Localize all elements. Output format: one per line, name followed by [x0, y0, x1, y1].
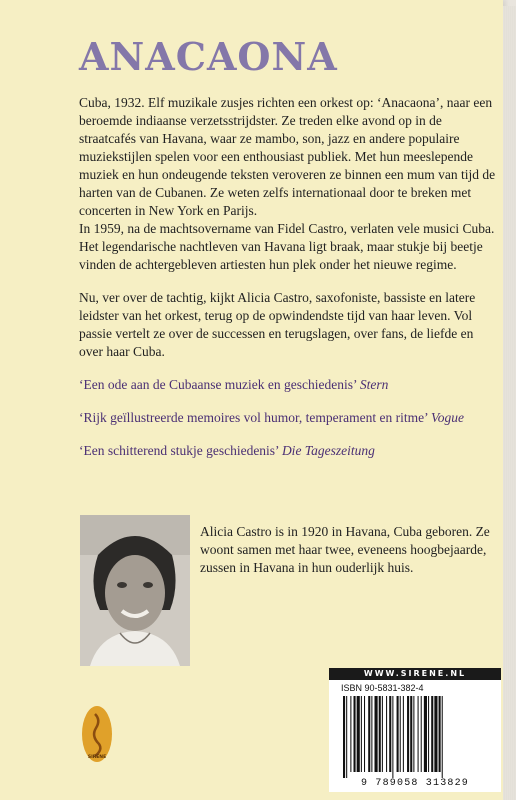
- blurb-paragraph-2: In 1959, na de machtsovername van Fidel Castro, verlaten vele musici Cuba. Het legendarische nachtleven van Havana ligt braak, maar stukje bij beetje vinden de achtergebleven artiesten hun plek onder het nieuwe regime.: [79, 221, 495, 272]
- barcode-bar: [434, 696, 437, 772]
- book-title: ANACAONA: [79, 34, 338, 79]
- barcode-bar: [392, 696, 393, 778]
- barcode-bar: [410, 696, 412, 772]
- barcode-bar: [413, 696, 414, 772]
- barcode: [341, 696, 491, 778]
- ean-number: 9 789058 313829: [360, 778, 469, 789]
- barcode-bar: [421, 696, 422, 772]
- barcode-bar: [357, 696, 360, 772]
- barcode-bar: [442, 696, 443, 778]
- barcode-bar: [386, 696, 387, 772]
- review-quote: [79, 442, 497, 460]
- barcode-bar: [439, 696, 441, 772]
- barcode-bar: [361, 696, 362, 772]
- barcode-bar: [418, 696, 419, 772]
- barcode-bar: [431, 696, 433, 772]
- isbn-label: ISBN 90-5831-382-4: [341, 683, 424, 693]
- blurb-paragraph-3: Nu, ver over de tachtig, kijkt Alicia Castro, saxofoniste, bassiste en latere leidster van het orkest, terug op de opwindendste tijd van haar leven. Vol passie vertelt ze over de successen en terugslagen, over fans, de liefde en over haar Cuba.: [79, 290, 476, 359]
- barcode-bar: [354, 696, 356, 772]
- barcode-bar: [397, 696, 399, 772]
- quote-source: Die Tageszeitung: [281, 443, 375, 458]
- page-edge: [503, 6, 516, 800]
- barcode-bar: [400, 696, 401, 772]
- barcode-bar: [350, 696, 351, 772]
- publisher-logo: [81, 700, 113, 764]
- barcode-bar: [407, 696, 409, 772]
- barcode-bar: [389, 696, 391, 772]
- review-quote: [79, 376, 497, 394]
- barcode-bar: [403, 696, 404, 772]
- barcode-panel: [329, 668, 501, 792]
- quote-text: ‘Een ode aan de Cubaanse muziek en geschiedenis’: [79, 377, 357, 392]
- barcode-bar: [368, 696, 370, 772]
- review-quote: [79, 409, 497, 427]
- quote-source: Vogue: [430, 410, 464, 425]
- author-bio-text: Alicia Castro is in 1920 in Havana, Cuba geboren. Ze woont samen met haar twee, eveneens hoogbejaarde, zussen in Havana in hun ouderlijk huis.: [200, 524, 490, 575]
- author-bio: [200, 523, 490, 577]
- barcode-bar: [424, 696, 427, 772]
- quote-source: Stern: [359, 377, 389, 392]
- barcode-bar: [375, 696, 378, 772]
- publisher-website: WWW.SIRENE.NL: [329, 668, 501, 680]
- author-photo: [80, 515, 190, 666]
- barcode-bar: [346, 696, 347, 778]
- barcode-bar: [382, 696, 383, 772]
- barcode-bar: [364, 696, 365, 772]
- blurb-paragraph-1: Cuba, 1932. Elf muzikale zusjes richten een orkest op: ‘Anacaona’, naar een beroemde indiaanse verzetsstrijdster. Ze treden elke avond op in de straatcafés van Havana, waar ze mambo, son, jazz en andere populaire muziekstijlen spelen voor een enthousiast publiek. Met hun meeslepende muziek en hun ondeugende teksten veroveren ze binnen een mum van tijd de harten van de Cubanen. Ze weten zelfs internationaal door te breken met concerten in New York en Parijs.: [79, 95, 496, 218]
- barcode-bar: [343, 696, 345, 778]
- blurb: [79, 94, 497, 460]
- quote-text: ‘Rijk geïllustreerde memoires vol humor, temperament en ritme’: [79, 410, 428, 425]
- barcode-bar: [371, 696, 372, 772]
- barcode-bar: [379, 696, 381, 772]
- quote-text: ‘Een schitterend stukje geschiedenis’: [79, 443, 279, 458]
- logo-text: SIRENE: [87, 755, 107, 760]
- barcode-bar: [428, 696, 429, 772]
